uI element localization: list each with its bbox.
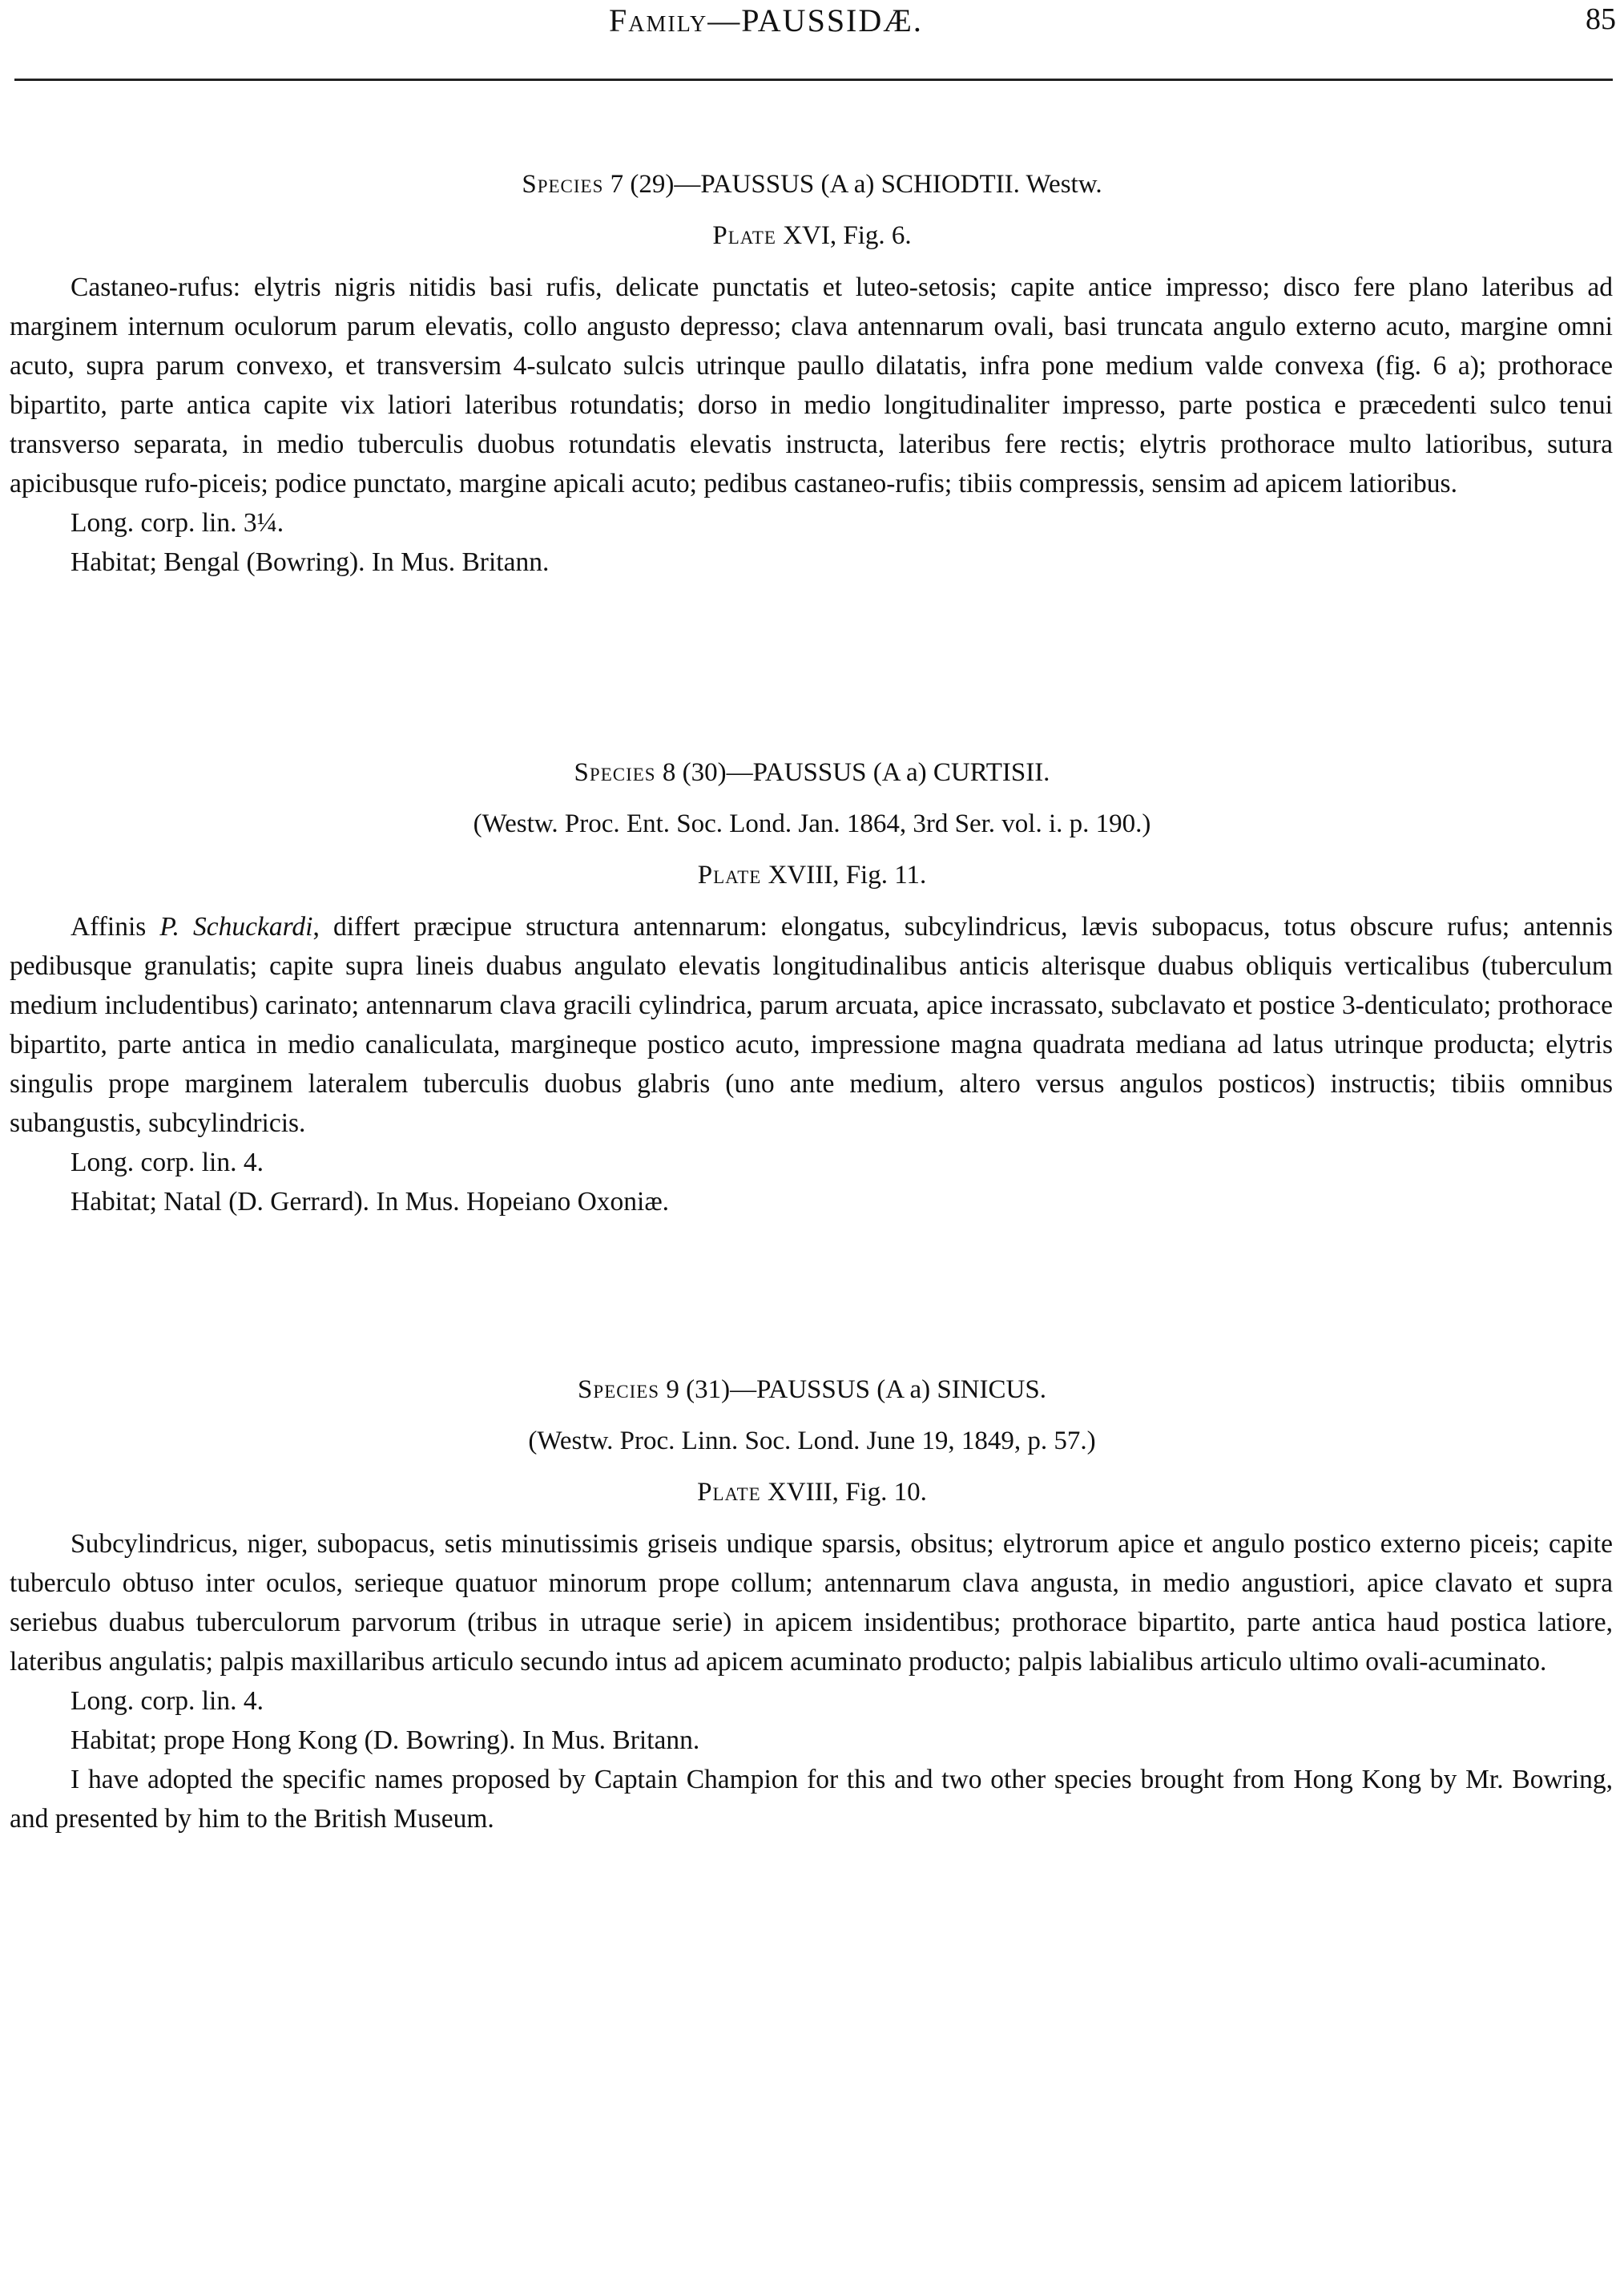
plate-reference bbox=[0, 1475, 1624, 1510]
species-heading bbox=[0, 755, 1624, 790]
species-heading-text: 7 (29)—PAUSSUS (A a) SCHIODTII. Westw. bbox=[603, 170, 1102, 199]
species-heading bbox=[0, 167, 1624, 202]
description-italic-name: P. Schuckardi bbox=[159, 912, 313, 942]
plate-reference bbox=[0, 858, 1624, 893]
species-description bbox=[0, 907, 1624, 1143]
plate-text: XVIII, Fig. 10. bbox=[760, 1478, 927, 1507]
species-heading bbox=[0, 1372, 1624, 1407]
species-heading-text: 9 (31)—PAUSSUS (A a) SINICUS. bbox=[659, 1375, 1046, 1404]
description-lead: Affinis bbox=[71, 912, 160, 942]
author-note: I have adopted the specific names proposed by Captain Champion for this and two other species brought from Hong Kong by Mr. Bowring, and presented by him to the British Museum. bbox=[10, 1765, 1613, 1834]
species-description: Subcylindricus, niger, subopacus, setis minutissimis griseis undique sparsis, obsitus; elytrorum apice et angulo postico externo piceis; capite tuberculo obtuso inter oculos, serieque quatuor minorum prope collum; antennarum clava angusta, in medio angustiori, apice clavato et supra seriebus duabus tuberculorum parvorum (tribus in utraque serie) in apicem insidentibus; prothorace bipartito, parte antica haud postica latiore, lateribus angulatis; palpis maxillaribus articulo secundo intus ad apicem acuminato producto; palpis labialibus articulo ultimo ovali-acuminato. bbox=[10, 1529, 1613, 1677]
running-title bbox=[609, 2, 923, 39]
running-header bbox=[0, 0, 1624, 48]
species-habitat: Habitat; prope Hong Kong (D. Bowring). In Mus. Britann. bbox=[71, 1725, 700, 1755]
species-heading-prefix: Species bbox=[574, 758, 656, 787]
literature-reference: (Westw. Proc. Linn. Soc. Lond. June 19, 1849, p. 57.) bbox=[528, 1426, 1096, 1455]
description-body: , differt præcipue structura antennarum: elongatus, subcylindricus, lævis subopacus, totus obscure rufus; antennis pedibusque granulatis; capite supra lineis duabus angulato elevatis longitudinalibus anticis alterisque duabus obliquis verticalibus (tuberculum medium includentibus) carinato; antennarum clava gracili cylindrica, parum arcuata, apice incrassato, subclavato et postice 3-denticulato; prothorace bipartito, parte antica in medio canaliculata, margineque postico acuto, impressione magna quadrata mediana ad latus utrinque producta; elytris singulis prope marginem lateralem tuberculis duobus glabris (uno ante medium, altero versus angulos posticos) instructis; tibiis omnibus subangustis, subcylindricis. bbox=[10, 912, 1613, 1138]
species-section-7 bbox=[0, 167, 1624, 582]
species-heading-prefix: Species bbox=[522, 170, 604, 199]
plate-reference bbox=[0, 218, 1624, 253]
species-length: Long. corp. lin. 4. bbox=[71, 1148, 264, 1177]
running-title-family: —PAUSSIDÆ. bbox=[707, 2, 923, 38]
species-habitat: Habitat; Natal (D. Gerrard). In Mus. Hopeiano Oxoniæ. bbox=[71, 1187, 670, 1217]
plate-prefix: Plate bbox=[712, 221, 776, 250]
species-section-8 bbox=[0, 755, 1624, 1221]
plate-text: XVI, Fig. 6. bbox=[776, 221, 912, 250]
species-section-9 bbox=[0, 1372, 1624, 1838]
species-heading-prefix: Species bbox=[578, 1375, 660, 1404]
plate-text: XVIII, Fig. 11. bbox=[761, 861, 927, 890]
literature-reference: (Westw. Proc. Ent. Soc. Lond. Jan. 1864, 3rd Ser. vol. i. p. 190.) bbox=[473, 809, 1151, 838]
species-length: Long. corp. lin. 3¼. bbox=[71, 508, 284, 538]
plate-prefix: Plate bbox=[697, 861, 762, 890]
header-rule bbox=[14, 79, 1613, 81]
species-length: Long. corp. lin. 4. bbox=[71, 1686, 264, 1716]
running-title-prefix: Family bbox=[609, 2, 708, 38]
species-heading-text: 8 (30)—PAUSSUS (A a) CURTISII. bbox=[655, 758, 1050, 787]
page-number: 85 bbox=[1586, 2, 1616, 36]
species-description: Castaneo-rufus: elytris nigris nitidis basi rufis, delicate punctatis et luteo-setosis; capite antice impresso; disco fere plano lateribus ad marginem internum oculorum parum elevatis, collo angusto depresso; clava antennarum ovali, basi truncata angulo externo acuto, margine omni acuto, supra parum convexo, et transversim 4-sulcato sulcis utrinque paullo dilatatis, infra pone medium valde convexa (fig. 6 a); prothorace bipartito, parte antica capite vix latiori lateribus rotundatis; dorso in medio longitudinaliter impresso, parte postica e præcedenti sulco tenui transverso separata, in medio tuberculis duobus rotundatis elevatis instructa, lateribus fere rectis; elytris prothorace multo latioribus, sutura apicibusque rufo-piceis; podice punctato, margine apicali acuto; pedibus castaneo-rufis; tibiis compressis, sensim ad apicem latioribus. bbox=[10, 272, 1613, 498]
plate-prefix: Plate bbox=[697, 1478, 761, 1507]
species-habitat: Habitat; Bengal (Bowring). In Mus. Britann. bbox=[71, 547, 550, 577]
